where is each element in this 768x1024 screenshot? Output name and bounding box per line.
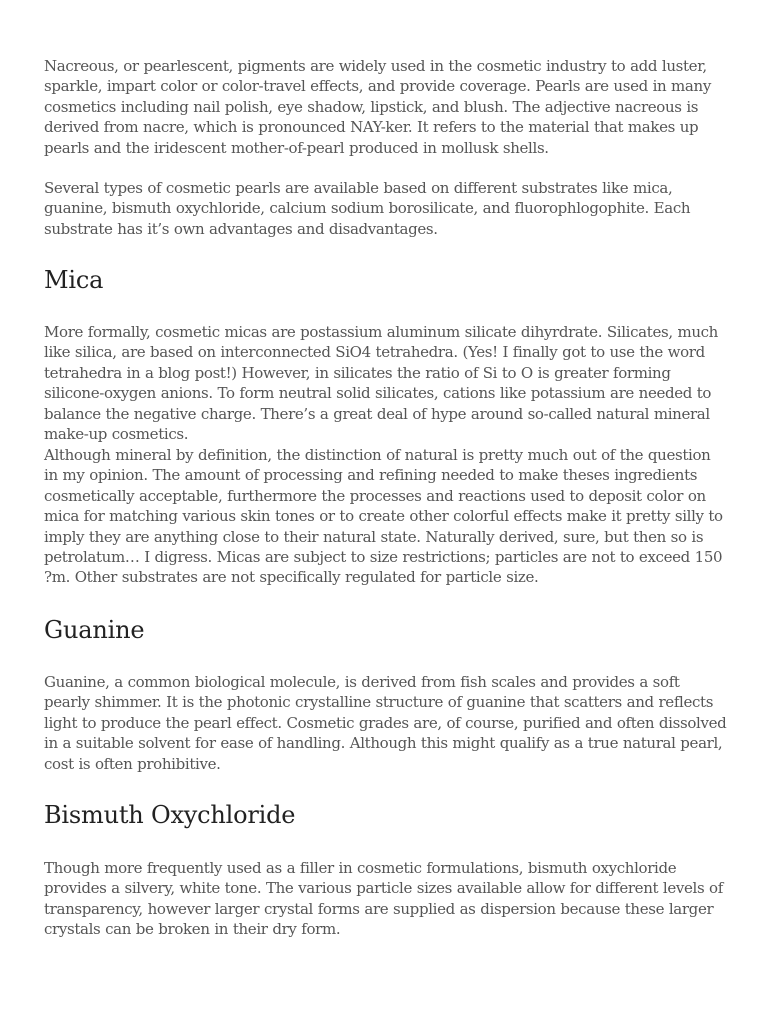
intro-paragraph-2: Several types of cosmetic pearls are available based on different substrates like mica, guanine, bismuth oxychloride, calcium sodium borosilicate, and fluorophlogophite. Each substrate has it’s own advantages and disadvantages.	[44, 179, 691, 238]
mica-paragraph-2: Although mineral by definition, the distinction of natural is pretty much out of the question in my opinion. The amount of processing and refining needed to make theses ingredients cosmetically acceptable, furthermore the processes and reactions used to deposit color on mica for matching various skin tones or to create other colorful effects make it pretty silly to imply they are anything close to their natural state. Naturally derived, sure, but then so is petrolatum… I digress. Micas are subject to size restrictions; particles are not to exceed 150 ?m. Other substrates are not specifically regulated for particle size.	[44, 446, 723, 587]
section-heading-mica: Mica	[44, 266, 104, 294]
guanine-paragraph-1: Guanine, a common biological molecule, is derived from fish scales and provides a soft pearly shimmer. It is the photonic crystalline structure of guanine that scatters and reflects light to produce the pearl effect. Cosmetic grades are, of course, purified and often dissolved in a suitable solvent for ease of handling. Although this might qualify as a true natural pearl, cost is often prohibitive.	[44, 673, 727, 773]
bismuth-paragraph-1: Though more frequently used as a filler in cosmetic formulations, bismuth oxychloride provides a silvery, white tone. The various particle sizes available allow for different levels of transparency, however larger crystal forms are supplied as dispersion because these larger crystals can be broken in their dry form.	[44, 859, 723, 939]
section-heading-bismuth-oxychloride: Bismuth Oxychloride	[44, 801, 296, 829]
intro-paragraph-1: Nacreous, or pearlescent, pigments are widely used in the cosmetic industry to add luster, sparkle, impart color or color-travel effects, and provide coverage. Pearls are used in many cosmetics including nail polish, eye shadow, lipstick, and blush. The adjective nacreous is derived from nacre, which is pronounced NAY-ker. It refers to the material that makes up pearls and the iridescent mother-of-pearl produced in mollusk shells.	[44, 57, 711, 157]
mica-paragraph-1: More formally, cosmetic micas are postassium aluminum silicate dihyrdrate. Silicates, much like silica, are based on interconnected SiO4 tetrahedra. (Yes! I finally got to use the word tetrahedra in a blog post!) However, in silicates the ratio of Si to O is greater forming silicone-oxygen anions. To form neutral solid silicates, cations like potassium are needed to balance the negative charge. There’s a great deal of hype around so-called natural mineral make-up cosmetics.	[44, 323, 718, 444]
section-heading-guanine: Guanine	[44, 616, 145, 644]
